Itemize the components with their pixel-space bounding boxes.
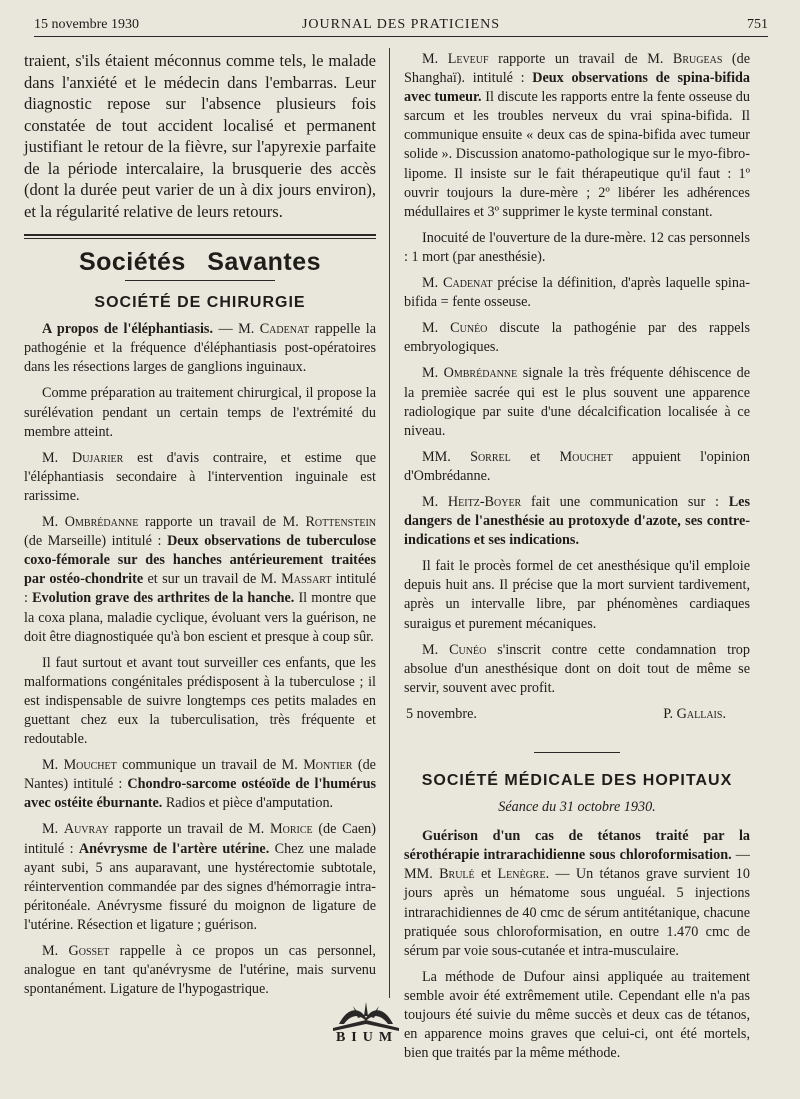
article-paragraph: M. Auvray rapporte un travail de M. Morice (de Caen) intitulé : Anévrysme de l'artère utérine. Chez une malade ayant subi, 5 ans auparavant, une hystérectomie subtotale, réintervention commandée par des signes d'hémorragie intra-péritonéale. Anévrysme fissuré du moignon de ligature de l'utérine. Résection et ligature ; guérison. bbox=[24, 821, 376, 933]
signature-line bbox=[404, 705, 750, 724]
article-paragraph: M. Mouchet communique un travail de M. Montier (de Nantes) intitulé : Chondro-sarcome ostéoïde de l'humérus avec ostéite éburnante. Radios et pièce d'amputation. bbox=[24, 757, 376, 812]
article-paragraph: M. Cadenat précise la définition, d'après laquelle spina-bifida = fente osseuse. bbox=[404, 275, 750, 311]
signature-date: 5 novembre. bbox=[406, 705, 477, 722]
title-rule bbox=[125, 280, 275, 281]
signature-author: P. Gallais. bbox=[663, 705, 726, 722]
column-divider bbox=[389, 48, 390, 998]
article-paragraph: A propos de l'éléphantiasis. — M. Cadenat rappelle la pathogénie et la fréquence d'éléphantiasis post-opératoires dans les résections larges de ganglions inguinaux. bbox=[24, 321, 376, 376]
article-paragraph: La méthode de Dufour ainsi appliquée au traitement semble avoir été extrêmement utile. Cependant elle n'a pas toujours été suivie du même succès et deux cas de tétanos, en apparence moins graves que celui-ci, ont été mortels, bien que traités par la même méthode. bbox=[404, 968, 750, 1062]
article-paragraph: M. Heitz-Boyer fait une communication sur : Les dangers de l'anesthésie au protoxyde d'azote, ses contre-indications et ses indications. bbox=[404, 493, 750, 549]
right-column bbox=[404, 50, 750, 1070]
continued-paragraph: traient, s'ils étaient méconnus comme tels, le malade dans l'anxiété et le médecin dans l'embarras. Leur diagnostic repose sur l'absence plusieurs fois constatée de tout accident localisé et permanent justifiant le retour de la fièvre, sur l'apyrexie parfaite de la période intercalaire, la brusquerie des accès (dont la durée peut varier de un à dix jours environ), et la régularité relative de leurs retours. bbox=[24, 51, 376, 221]
article-paragraph: Il faut surtout et avant tout surveiller ces enfants, que les malformations congénitales prédisposent à la tuberculose ; il est indispensable de suivre longtemps ces petits malades en guettant chez eux la tuberculisation, très fréquente et redoutable. bbox=[24, 654, 376, 748]
article-paragraph: M. Leveuf rapporte un travail de M. Brugeas (de Shanghaï). intitulé : Deux observations de spina-bifida avec tumeur. Il discute les rapports entre la fente osseuse du sarcum et les troubles nerveux du vrai spina-bifida. Il communique ensuite « deux cas de spina-bifida avec tumeur solide ». Discussion anatomo-pathologique sur le myo-fibro-lipome. Il insiste sur le fait thérapeutique qu'il faut : 1º ouvrir toujours la dure-mère ; 2º libérer les adhérences médullaires et 3º supprimer le kyste terminal constant. bbox=[404, 51, 751, 220]
article-paragraph: M. Cunéo discute la pathogénie par des rappels embryologiques. bbox=[404, 320, 750, 356]
article-paragraph: Il fait le procès formel de cet anesthésique qu'il emploie depuis huit ans. Il précise que la mort survient tardivement, après un intervalle libre, par phénomènes cardiaques suraigus et purement mécaniques. bbox=[404, 558, 750, 632]
session-date: Séance du 31 octobre 1930. bbox=[498, 799, 656, 816]
issue-date: 15 novembre 1930 bbox=[34, 17, 139, 32]
article-paragraph: Guérison d'un cas de tétanos traité par la sérothérapie intrarachidienne sous chloroformisation. — MM. Brulé et Lenègre. — Un tétanos grave survient 10 jours après un hématome sous unguéal. 5 injections intrarachidiennes de 40 cmc de sérum antitétanique, chacune pratiquée sous chloroformisation, en outre 1.470 cmc de sérum par voie sous-cutanée et intra-musculaire. bbox=[404, 828, 750, 959]
article-paragraph: Inocuité de l'ouverture de la dure-mère. 12 cas personnels : 1 mort (par anesthésie). bbox=[404, 229, 750, 265]
article-paragraph: MM. Sorrel et Mouchet appuient l'opinion d'Ombrédanne. bbox=[404, 448, 750, 484]
logo-text: BIUM bbox=[335, 1030, 399, 1045]
article-paragraph: M. Dujarier est d'avis contraire, et estime que l'éléphantiasis secondaire à l'intervention inguinale est rarissime. bbox=[24, 449, 376, 504]
page-number: 751 bbox=[747, 17, 768, 32]
running-header bbox=[34, 14, 768, 37]
article-paragraph: M. Cunéo s'inscrit contre cette condamnation trop absolue d'un anesthésique dont on doit tout de même se servir, souvent avec profit. bbox=[404, 641, 750, 696]
section-rule bbox=[534, 752, 620, 753]
subsection-title: SOCIÉTÉ DE CHIRURGIE bbox=[94, 294, 306, 312]
journal-title: JOURNAL DES PRATICIENS bbox=[301, 17, 501, 32]
left-column bbox=[24, 50, 376, 1006]
section-title: Sociétés Savantes bbox=[78, 248, 322, 276]
article-paragraph: Comme préparation au traitement chirurgical, il propose la surélévation pendant un certain temps de l'extrémité du membre atteint. bbox=[24, 385, 376, 440]
double-rule bbox=[24, 234, 376, 239]
article-paragraph: M. Gosset rappelle à ce propos un cas personnel, analogue en tant qu'anévrysme de l'utérine, mais survenu spontanément. Ligature de l'hypogastrique. bbox=[24, 943, 376, 998]
subsection-title: SOCIÉTÉ MÉDICALE DES HOPITAUX bbox=[421, 772, 733, 789]
article-paragraph: M. Ombrédanne rapporte un travail de M. Rottenstein (de Marseille) intitulé : Deux observations de tuberculose coxo-fémorale sur des hanches antérieurement traitées par ostéo-chondrite et sur un travail de M. Massart intitulé : Evolution grave des arthrites de la hanche. Il montre que la coxa plana, maladie cyclique, évoluant vers la guérison, ne doit être diagnostiquée qu'à bon escient et presque à coup sûr. bbox=[24, 514, 377, 645]
article-paragraph: M. Ombrédanne signale la très fréquente déhiscence de la premièe sacrée qui est le plus souvent une apparence radiologique par suite d'une décalcification localisée à ce niveau. bbox=[404, 365, 751, 439]
